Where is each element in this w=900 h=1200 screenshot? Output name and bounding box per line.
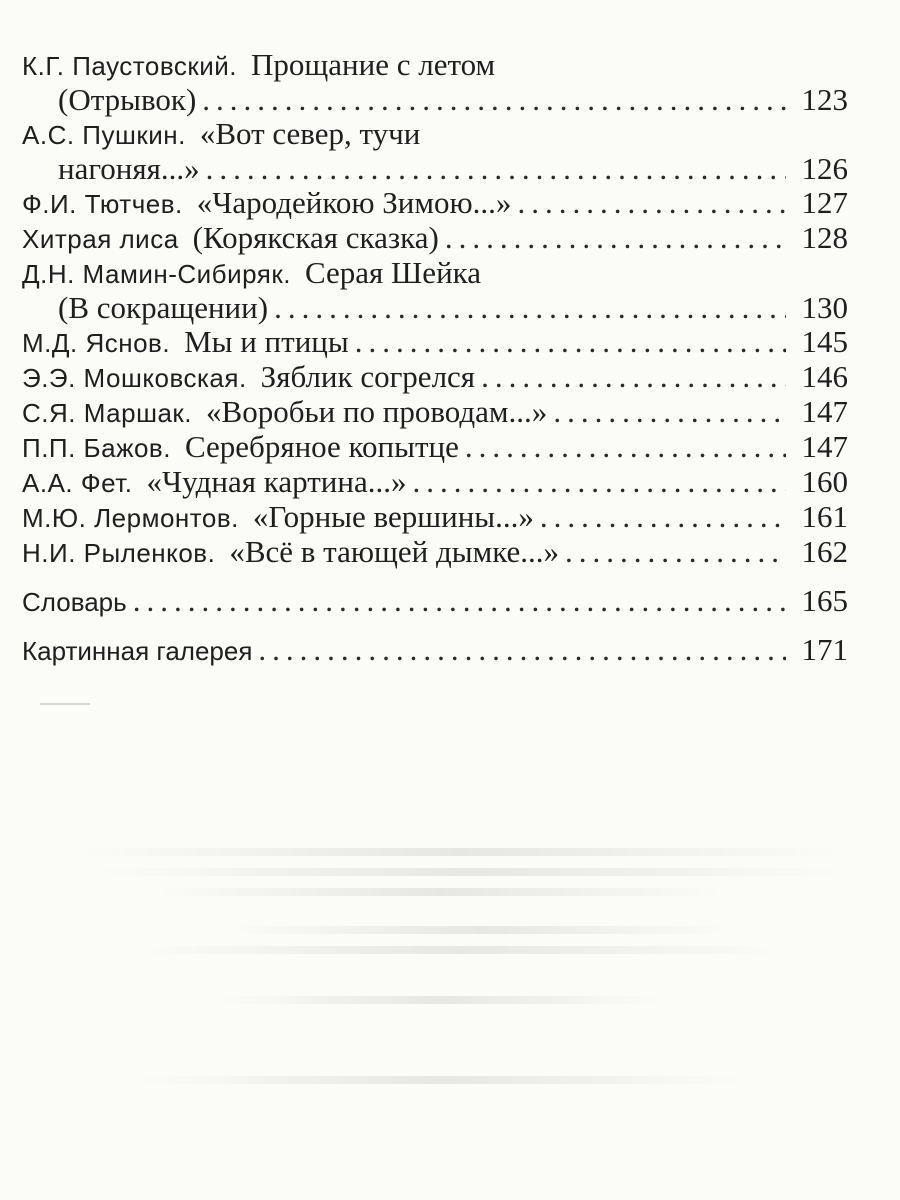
toc-page-number: 165	[801, 583, 848, 618]
toc-author: Хитрая лиса	[22, 224, 179, 254]
bleed-through-text	[160, 888, 720, 896]
toc-author: Э.Э. Мошковская.	[22, 363, 247, 393]
toc-title-continuation: (Отрывок)	[58, 82, 197, 117]
dot-leader	[274, 291, 786, 325]
toc-page-number: 160	[801, 464, 848, 499]
toc-entry[interactable]	[22, 465, 848, 500]
dot-leader	[202, 83, 786, 117]
dot-leader	[206, 152, 786, 186]
table-of-contents	[22, 48, 848, 668]
toc-page-number: 128	[801, 220, 848, 255]
toc-title: Зяблик согрелся	[260, 359, 476, 394]
toc-entry[interactable]	[22, 395, 848, 430]
toc-gallery-label: Картинная галерея	[22, 636, 253, 666]
dot-leader	[133, 584, 786, 618]
toc-title: Серебряное копытце	[184, 429, 459, 464]
toc-page-number: 162	[801, 534, 848, 569]
toc-author: Д.Н. Мамин-Сибиряк.	[22, 259, 291, 289]
dot-leader	[517, 186, 786, 220]
bleed-through-text	[100, 868, 840, 876]
bleed-through-text	[220, 996, 660, 1004]
toc-page-number: 145	[801, 324, 848, 359]
toc-entry[interactable]	[22, 186, 848, 221]
toc-entry[interactable]	[22, 360, 848, 395]
toc-entry[interactable]	[22, 325, 848, 360]
toc-entry[interactable]	[22, 256, 848, 325]
dot-leader	[565, 535, 786, 569]
toc-author: М.Д. Яснов.	[22, 328, 171, 358]
toc-title: «Горные вершины...»	[252, 499, 534, 534]
dot-leader	[553, 395, 786, 429]
bleed-through-text	[230, 926, 730, 934]
toc-page-number: 161	[801, 499, 848, 534]
toc-page-number: 126	[801, 151, 848, 186]
toc-dictionary-label: Словарь	[22, 587, 127, 617]
toc-entry[interactable]	[22, 48, 848, 117]
dot-leader	[540, 500, 786, 534]
toc-page-number: 146	[801, 359, 848, 394]
toc-author: М.Ю. Лермонтов.	[22, 503, 239, 533]
toc-title: Прощание с летом	[251, 47, 496, 82]
toc-author: К.Г. Паустовский.	[22, 51, 238, 81]
toc-page-number: 123	[801, 82, 848, 117]
toc-page-number: 147	[801, 394, 848, 429]
toc-title: Серая Шейка	[304, 255, 482, 290]
bleed-through-text	[140, 946, 780, 954]
toc-page-number: 171	[801, 632, 848, 667]
toc-page-number: 127	[801, 185, 848, 220]
toc-entry[interactable]	[22, 535, 848, 570]
toc-page-number: 147	[801, 429, 848, 464]
bleed-through-text	[80, 848, 840, 856]
dot-leader	[258, 633, 786, 667]
toc-title-continuation: (В сокращении)	[58, 290, 269, 325]
toc-title: (Корякская сказка)	[192, 220, 439, 255]
dot-leader	[481, 360, 786, 394]
toc-title: «Чародейкою Зимою...»	[196, 185, 512, 220]
dot-leader	[465, 430, 786, 464]
toc-entry[interactable]	[22, 500, 848, 535]
divider	[40, 703, 90, 705]
dot-leader	[355, 325, 786, 359]
toc-title: «Всё в тающей дымке...»	[229, 534, 559, 569]
toc-entry[interactable]	[22, 221, 848, 256]
dot-leader	[412, 465, 786, 499]
toc-entry-gallery[interactable]	[22, 633, 848, 668]
bleed-through-text	[140, 1076, 740, 1084]
toc-entry[interactable]	[22, 117, 848, 186]
toc-title-continuation: нагоняя...»	[58, 151, 200, 186]
toc-author: П.П. Бажов.	[22, 433, 171, 463]
toc-author: Ф.И. Тютчев.	[22, 189, 183, 219]
toc-entry-dictionary[interactable]	[22, 584, 848, 619]
toc-title: «Чудная картина...»	[146, 464, 407, 499]
toc-author: Н.И. Рыленков.	[22, 538, 216, 568]
toc-entry[interactable]	[22, 430, 848, 465]
toc-author: А.А. Фет.	[22, 468, 133, 498]
toc-author: А.С. Пушкин.	[22, 120, 186, 150]
toc-page-number: 130	[801, 290, 848, 325]
toc-title: Мы и птицы	[184, 324, 349, 359]
toc-author: С.Я. Маршак.	[22, 398, 193, 428]
dot-leader	[445, 221, 786, 255]
toc-title: «Воробьи по проводам...»	[206, 394, 548, 429]
toc-title: «Вот север, тучи	[199, 116, 421, 151]
